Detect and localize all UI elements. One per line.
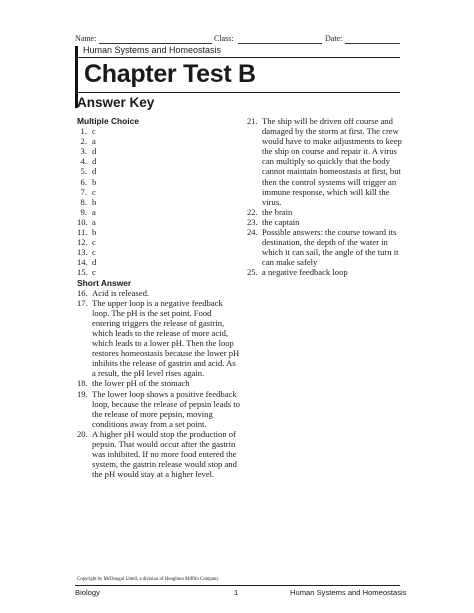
answer-item (77, 146, 240, 156)
answer-text: the captain (262, 216, 300, 227)
answer-item (247, 207, 407, 217)
answer-number: 1. (80, 126, 87, 137)
answer-number: 16. (77, 287, 88, 298)
answer-item (247, 227, 407, 267)
answer-item (77, 288, 240, 298)
answer-item (77, 177, 240, 187)
answer-text: The upper loop is a negative feedback loop. The pH is the set point. Food entering triggers the release of gastrin, which leads to the release of more acid, which leads to a lower pH. Then the loop restores homeostasis because the lower pH inhibits the release of gastrin and acid. As a result, the pH level rises again. (92, 297, 240, 379)
answer-item (77, 429, 240, 479)
answer-number: 13. (77, 247, 88, 258)
answer-number: 5. (80, 166, 87, 177)
answer-number: 19. (77, 388, 88, 399)
title-bottom-rule (78, 92, 400, 93)
answer-number: 18. (77, 378, 88, 389)
answer-item (77, 187, 240, 197)
short-answer-list-right (247, 116, 407, 278)
class-blank-line (238, 43, 322, 44)
answer-item (77, 237, 240, 247)
answer-item (77, 166, 240, 176)
answer-number: 22. (247, 206, 258, 217)
answer-text: d (92, 257, 97, 268)
answer-text: a (92, 216, 96, 227)
answer-text: c (92, 247, 96, 258)
footer-course: Biology (75, 588, 100, 597)
answer-number: 21. (247, 116, 258, 126)
answer-text: a (92, 206, 96, 217)
answer-number: 14. (77, 257, 88, 268)
answer-number: 3. (80, 146, 87, 157)
title-top-rule (78, 57, 400, 58)
answer-text: The lower loop shows a positive feedback loop, because the release of pepsin leads to the release of more pepsin, moving conditions away from a set point. (92, 388, 240, 429)
short-answer-list-left (77, 288, 240, 480)
answer-number: 12. (77, 237, 88, 248)
answer-item (77, 298, 240, 379)
answer-number: 23. (247, 216, 258, 227)
date-label: Date: (325, 34, 343, 43)
answer-text: d (92, 166, 97, 177)
answer-text: b (92, 227, 97, 238)
answer-text: c (92, 237, 96, 248)
answer-text: b (92, 176, 97, 187)
answer-item (247, 267, 407, 277)
answer-text: d (92, 156, 97, 167)
answer-item (77, 126, 240, 136)
answer-number: 11. (77, 227, 88, 238)
footer-rule (75, 585, 400, 586)
subject-title: Human Systems and Homeostasis (83, 45, 222, 55)
answer-number: 2. (80, 136, 87, 147)
short-answer-heading: Short Answer (77, 277, 132, 288)
answer-item (77, 156, 240, 166)
answer-number: 4. (80, 156, 87, 167)
page-title: Chapter Test B (84, 60, 256, 88)
multiple-choice-heading: Multiple Choice (77, 116, 139, 126)
answer-text: Acid is released. (92, 287, 150, 298)
answer-item (77, 378, 240, 388)
answer-item (77, 217, 240, 227)
answer-number: 17. (77, 297, 88, 308)
class-label: Class: (214, 34, 234, 43)
answer-text: the lower pH of the stomach (92, 378, 190, 389)
answer-item (77, 197, 240, 207)
answer-text: c (92, 186, 96, 197)
answer-number: 9. (80, 206, 87, 217)
answer-item (247, 217, 407, 227)
footer-chapter-title: Human Systems and Homeostasis (290, 588, 407, 597)
multiple-choice-list (77, 126, 240, 277)
name-blank-line (99, 43, 212, 44)
answer-item (77, 389, 240, 429)
answer-key-heading: Answer Key (77, 95, 155, 110)
answer-text: Possible answers: the course toward its destination, the depth of the water in which it can sail, the angle of the turn it can make safely (262, 227, 399, 268)
date-blank-line (345, 43, 400, 44)
answer-text: a negative feedback loop (262, 267, 348, 278)
answer-number: 6. (80, 176, 87, 187)
answer-text: a (92, 136, 96, 147)
answer-item (77, 247, 240, 257)
answer-item (77, 257, 240, 267)
answer-text: c (92, 126, 96, 137)
answer-number: 24. (247, 227, 258, 238)
answer-item (77, 267, 240, 277)
answer-text: The ship will be driven off course and damaged by the storm at first. The crew would have to make adjustments to keep the ship on course and repair it. A virus can multiply so quickly that the body cannot maintain homeostasis at first, but then the control systems will trigger an immune response, which will kill the virus. (262, 116, 402, 207)
answer-text: the brain (262, 206, 293, 217)
answer-item (247, 116, 407, 207)
answer-number: 10. (77, 216, 88, 227)
answer-number: 25. (247, 267, 258, 278)
answer-number: 8. (80, 196, 87, 207)
answer-item (77, 136, 240, 146)
answer-number: 7. (80, 186, 87, 197)
answer-number: 20. (77, 428, 88, 439)
answer-text: A higher pH would stop the production of pepsin. That would occur after the gastrin was inhibited. If no more food entered the system, the gastrin release would stop and the pH would stay at a higher level. (92, 428, 237, 480)
name-label: Name: (75, 34, 97, 43)
copyright-notice: Copyright by McDougal Littell, a division of Houghton Mifflin Company (77, 577, 219, 582)
answer-text: b (92, 196, 97, 207)
answer-text: d (92, 146, 97, 157)
answer-text: c (92, 267, 96, 278)
answer-item (77, 207, 240, 217)
left-column (77, 116, 240, 479)
right-column (247, 116, 407, 278)
answer-number: 15. (77, 267, 88, 278)
footer-page-number: 1 (234, 588, 239, 597)
answer-item (77, 227, 240, 237)
